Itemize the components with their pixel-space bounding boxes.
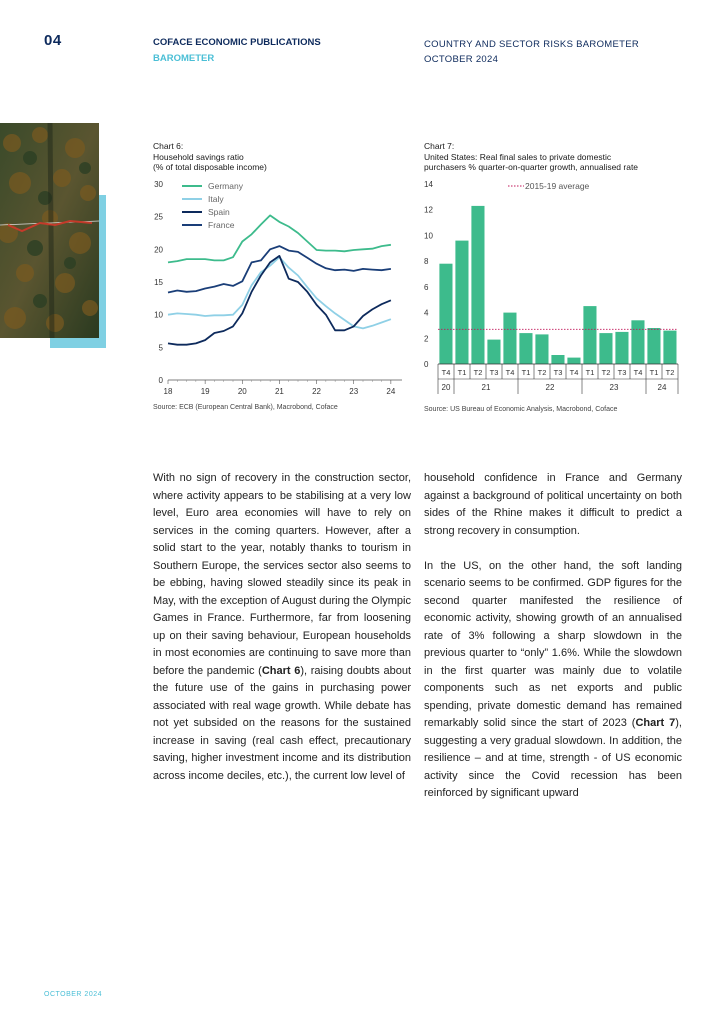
y-tick-label: 20 [154,245,163,255]
bar-t2 [663,331,676,364]
chart6-unit: (% of total disposable income) [153,162,267,172]
series-line-france [168,246,391,292]
y-tick-label: 10 [424,231,433,241]
report-date-line: OCTOBER 2024 [424,54,499,65]
x-tick-label: 22 [312,387,322,396]
bar-t4 [631,320,644,364]
body-right-column [424,470,682,820]
chart6-reference: Chart 6 [261,664,301,677]
chart7-title [424,141,638,173]
quarter-label: T1 [649,368,659,377]
y-tick-label: 14 [424,180,433,189]
chart6-source: Source: ECB (European Central Bank), Macrobond, Coface [153,404,338,411]
quarter-label: T4 [505,368,515,377]
quarter-label: T2 [473,368,483,377]
body-paragraph [153,470,411,785]
bar-t4 [503,313,516,364]
legend-label-germany: Germany [208,181,243,191]
y-tick-label: 12 [424,205,433,215]
quarter-label: T3 [553,368,563,377]
chart6-savings-ratio [140,172,410,404]
text-run: With no sign of recovery in the construction sector, where activity appears to be stabilising at a very low level, Euro area economies will have to rely on services in the coming quarters. However, after a solid start to the year, notably thanks to tourism in Southern Europe, the services sector also seems to be ebbing, having slowed steadily since its peak in May, with the exception of August during the Olympic Games in France. Furthermore, far from loosening up on their saving behaviour, European households in most economies are continuing to save more than before the pandemic ( [153,472,411,677]
bar-t2 [599,333,612,364]
y-tick-label: 5 [158,343,163,353]
x-tick-label: 24 [386,387,396,396]
year-label: 23 [609,383,619,392]
quarter-label: T4 [441,368,451,377]
chart7-reference: Chart 7 [635,717,676,729]
y-tick-label: 4 [424,308,429,318]
year-label: 20 [441,383,451,392]
quarter-label: T1 [521,368,531,377]
chart7-subtitle-2: purchasers % quarter-on-quarter growth, annualised rate [424,162,639,172]
bar-t1 [647,328,660,364]
y-tick-label: 0 [424,360,429,369]
publisher-block [153,37,321,64]
x-tick-label: 21 [274,387,284,396]
quarter-label: T2 [537,368,547,377]
x-tick-label: 20 [237,387,247,396]
forest-photo [0,123,99,338]
bar-t2 [471,206,484,364]
y-tick-label: 0 [158,376,163,385]
body-paragraph: household confidence in France and Germany against a background of political uncertainty on both sides of the Rhine makes it difficult to predict a strong recovery in consumption. [424,472,682,537]
quarter-label: T1 [585,368,595,377]
series-line-italy [168,257,391,328]
quarter-label: T4 [633,368,643,377]
bar-t4 [567,358,580,364]
chart6-title [153,141,267,173]
bar-t1 [519,333,532,364]
year-label: 22 [545,383,555,392]
legend-label-spain: Spain [208,207,230,217]
bar-t1 [455,241,468,364]
page-number: 04 [44,32,62,49]
body-paragraph [424,558,682,803]
x-tick-label: 18 [163,387,173,396]
y-tick-label: 8 [424,257,429,267]
text-run: In the US, on the other hand, the soft landing scenario seems to be confirmed. GDP figures for the second quarter manifested the resilience of economic activity, showing growth of an annualised rate of 3% following a sharp slowdown in the previous quarter to “only” 1.6%. While the slowdown in the first quarter was mainly due to volatile components such as net exports and public spending, private domestic demand has remained remarkably solid since the start of 2023 ( [424,559,682,729]
x-tick-label: 23 [349,387,359,396]
text-run: ), suggesting a very gradual slowdown. In addition, the resilience – and at time, strength - of US economic activity since the Covid recession has been reinforced by significant upward [424,717,682,799]
publisher-name: COFACE ECONOMIC PUBLICATIONS [153,37,321,48]
y-tick-label: 15 [154,278,163,287]
quarter-label: T2 [665,368,675,377]
footer-date: OCTOBER 2024 [44,991,103,998]
body-left-column [153,470,411,803]
legend-label-italy: Italy [208,194,224,204]
text-run: ), raising doubts about the future use of the gains in purchasing power associated with real wage growth. While debate has not yet subsided on the reasons for the sustained increase in saving (real cash effect, precautionary saving, higher investment income and its distribution across income deciles, etc.), the current low level of [153,664,411,782]
bar-t4 [439,264,452,364]
bar-t1 [583,306,596,364]
bar-t3 [487,340,500,364]
quarter-label: T2 [601,368,611,377]
chart7-subtitle: United States: Real final sales to private domestic [424,151,612,162]
chart7-us-final-sales [420,172,690,404]
quarter-label: T3 [489,368,499,377]
year-label: 24 [657,383,667,392]
quarter-label: T4 [569,368,579,377]
bar-t3 [615,332,628,364]
legend-label-average: 2015-19 average [525,181,590,191]
quarter-label: T1 [457,368,467,377]
report-title [424,37,639,67]
chart6-subtitle: Household savings ratio [153,151,244,162]
report-title-line: COUNTRY AND SECTOR RISKS BAROMETER [424,39,640,50]
x-tick-label: 19 [200,387,210,396]
bar-t3 [551,355,564,364]
chart7-source: Source: US Bureau of Economic Analysis, Macrobond, Coface [424,406,618,413]
y-tick-label: 30 [154,180,163,189]
year-label: 21 [481,383,491,392]
chart7-number: Chart 7: [424,141,455,151]
series-name: BAROMETER [153,53,215,64]
y-tick-label: 25 [154,212,163,222]
y-tick-label: 6 [424,282,429,292]
chart6-number: Chart 6: [153,141,184,151]
quarter-label: T3 [617,368,627,377]
y-tick-label: 10 [154,310,163,320]
legend-label-france: France [208,220,235,230]
y-tick-label: 2 [424,334,429,344]
bar-t2 [535,334,548,364]
